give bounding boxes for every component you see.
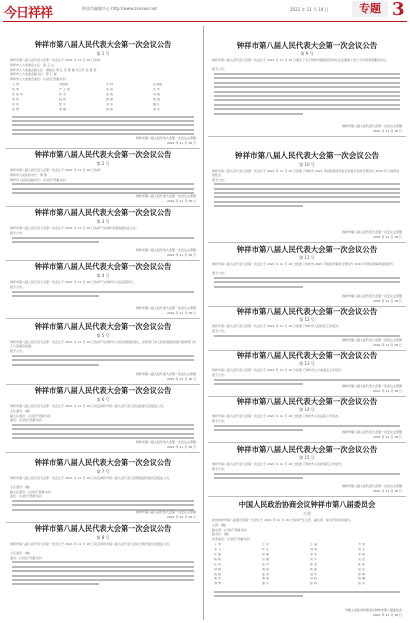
- member-name: 谢 芳: [262, 582, 269, 586]
- member-name: 程 琳: [358, 577, 365, 581]
- text-line: [214, 113, 303, 115]
- issuer-signature: 钟祥市第八届人民代表大会第一次会议主席团: [341, 484, 402, 488]
- member-name: 张 玲: [262, 562, 269, 566]
- member-name: 沈 洁: [358, 557, 365, 561]
- announcement-line: 委员：(以姓氏笔画为序): [10, 494, 43, 499]
- announcement-block: [208, 40, 406, 136]
- member-name: 雷 鸣: [310, 582, 317, 586]
- announcement-title: 钟祥市第八届人民代表大会第一次会议公告: [34, 458, 172, 467]
- announcement-intro: 钟祥市第八届人民代表大会第一次会议于 2021 年 11 月 18 日选举：: [10, 58, 103, 63]
- announcement-number: 第 13 号: [299, 361, 315, 367]
- text-line: [12, 364, 99, 366]
- text-line: [12, 355, 194, 357]
- text-line: [214, 205, 303, 207]
- header-rule: [3, 21, 407, 22]
- text-line: [214, 77, 400, 79]
- member-name: 王 勇: [12, 82, 19, 86]
- member-name: 汪明媛: [153, 82, 163, 86]
- block-divider: [208, 496, 406, 497]
- member-name: 刘 明: [310, 547, 317, 551]
- newspaper-logo: 今日祥祥: [4, 6, 53, 21]
- issue-date-line: 2021 年 11 月 18 日: [372, 613, 402, 617]
- text-line: [12, 500, 194, 502]
- announcement-intro: 钟祥市第八届人民代表大会第一次会议于 2021 年 11 月 18 日批准了钟祥市人民政府工作报告。: [212, 324, 341, 329]
- announcement-line: 现予公告。: [10, 231, 26, 236]
- announcement-line: 现予公告。: [212, 67, 228, 72]
- announcement-line: 副主席：(以姓氏笔画为序): [212, 527, 248, 532]
- member-name-list: [12, 83, 194, 112]
- announcement-intro: 钟祥市第八届人民代表大会第一次会议于 2021 年 11 月 18 日选举产生钟祥市监察委员会主任。: [10, 226, 139, 231]
- announcement-title: 钟祥市第八届人民代表大会第一次会议公告: [236, 41, 378, 50]
- announcement-intro: 钟祥市第八届人民代表大会第一次会议于 2021 年 11 月 18 日选举产生钟祥市人民检察院检察长，并报荆门市人民检察院检察长提请荆门市人大常委会批准。: [10, 340, 196, 349]
- issue-date-line: 2021 年 11 月 18 日: [166, 515, 196, 519]
- text-line: [12, 428, 194, 430]
- announcement-line: 副主任委员：(以姓氏笔画为序): [10, 489, 52, 494]
- announcement-number: 第 10 号: [299, 161, 315, 167]
- member-name: 魏 红: [153, 102, 160, 106]
- announcement-line: 主任委员：(略): [10, 485, 31, 490]
- announcement-number: 第 6 号: [96, 397, 110, 403]
- site-info: 钟祥市融媒中心 http://www.zxnews.net: [82, 6, 157, 11]
- text-line: [12, 133, 194, 135]
- block-divider: [208, 136, 406, 137]
- announcement-block: [208, 396, 406, 442]
- issuer-signature: 中国人民政治协商会议钟祥市第八届委员会: [344, 608, 402, 612]
- text-line: [12, 570, 194, 572]
- member-name: 王 丽: [310, 542, 317, 546]
- text-line: [12, 437, 194, 439]
- announcement-intro: 钟祥市第八届人民代表大会第一次会议于 2021 年 11 月 18 日批准了钟祥市人民法院工作报告。: [212, 414, 341, 419]
- announcement-block: [208, 500, 406, 620]
- text-line: [214, 335, 400, 337]
- block-divider: [6, 148, 200, 149]
- text-line: [12, 241, 99, 243]
- text-line: [12, 237, 194, 239]
- text-line: [214, 104, 400, 106]
- section-label: 专题: [352, 1, 388, 17]
- announcement-block: [208, 244, 406, 306]
- announcement-block: [6, 150, 200, 206]
- issuer-signature: 钟祥市第八届人民代表大会第一次会议主席团: [135, 194, 196, 198]
- member-name: 傅 勇: [214, 582, 221, 586]
- page-number: 3: [392, 0, 405, 20]
- member-name: 刘 芳: [358, 547, 365, 551]
- announcement-intro: 钟祥市第八届人民代表大会第一次会议于 2021 年 11 月 18 日决定钟祥市第八届人民代表大会财政经济委员会组成人员。: [10, 476, 172, 481]
- member-name: 周 斌: [262, 567, 269, 571]
- text-line: [12, 504, 194, 506]
- announcement-number: 第 4 号: [96, 273, 110, 279]
- announcement-title: 钟祥市第八届人民代表大会第一次会议公告: [234, 151, 380, 160]
- announcement-number: 第 15 号: [299, 455, 315, 461]
- announcement-line: 现予公告。: [212, 177, 228, 182]
- text-line: [214, 196, 400, 198]
- issuer-signature: 钟祥市第八届人民代表大会第一次会议主席团: [341, 430, 402, 434]
- text-line: [12, 433, 194, 435]
- issue-date: 2021 年 11 月 19 日: [290, 7, 329, 12]
- announcement-number: 第 7 号: [96, 469, 110, 475]
- announcement-title: 钟祥市第八届人民代表大会第一次会议公告: [34, 322, 172, 331]
- announcement-block: [6, 386, 200, 452]
- text-line: [12, 575, 194, 577]
- member-name: 何 平: [310, 557, 317, 561]
- announcement-number: 公告: [303, 511, 311, 517]
- issuer-signature: 钟祥市第八届人民代表大会第一次会议主席团: [341, 294, 402, 298]
- announcement-title: 钟祥市第八届人民代表大会第一次会议公告: [34, 40, 172, 49]
- member-name: 彭 莉: [12, 102, 19, 106]
- text-line: [12, 116, 194, 118]
- block-divider: [6, 384, 200, 385]
- text-line: [214, 425, 400, 427]
- announcement-line: 钟祥市人大常委会副主任：唐淑杰 周 红 亮 陈 刚 朱汉芳 张 德 民: [10, 67, 97, 72]
- member-name: 熊 勇: [12, 107, 19, 111]
- issuer-signature: 钟祥市第八届人民代表大会第一次会议主席团: [135, 510, 196, 514]
- announcement-line: 现予公告。: [10, 285, 26, 290]
- text-line: [214, 192, 400, 194]
- announcement-line: 委员：(以姓氏笔画为序): [10, 418, 43, 423]
- member-name: 周 静: [59, 107, 66, 111]
- text-line: [214, 86, 400, 88]
- text-line: [12, 566, 194, 568]
- announcement-block: [208, 150, 406, 242]
- member-name: 徐 敏: [358, 572, 365, 576]
- announcement-line: 钟祥市人大常委会委员：(以姓氏笔画为序): [10, 77, 67, 81]
- announcement-line: 现予公告。: [10, 349, 26, 354]
- member-name: 严 玉 强: [59, 87, 70, 91]
- announcement-line: 现予公告。: [212, 373, 228, 378]
- announcement-title: 钟祥市第八届人民代表大会第一次会议公告: [236, 351, 378, 360]
- text-line: [214, 379, 400, 381]
- announcement-intro: 钟祥市第八届人民代表大会第一次会议于 2021 年 11 月 18 日选举：: [10, 168, 103, 173]
- text-line: [214, 277, 400, 279]
- announcement-line: 现予公告。: [212, 329, 228, 334]
- issue-date-line: 2021 年 11 月 18 日: [372, 389, 402, 393]
- block-divider: [6, 452, 200, 453]
- text-line: [12, 129, 194, 131]
- announcement-line: 主席：(略): [212, 523, 227, 528]
- member-name: 程 翔: [106, 107, 113, 111]
- text-line: [12, 561, 194, 563]
- text-line: [214, 108, 400, 110]
- member-name: 李 华: [310, 552, 317, 556]
- text-line: [12, 124, 194, 126]
- member-name: 张 伟: [214, 562, 221, 566]
- member-name: 陈 浩: [310, 562, 317, 566]
- block-divider: [6, 206, 200, 207]
- announcement-line: 现予公告。: [212, 271, 228, 276]
- issuer-signature: 钟祥市第八届人民代表大会第一次会议主席团: [135, 306, 196, 310]
- issue-date-line: 2021 年 11 月 18 日: [372, 235, 402, 239]
- announcement-title: 钟祥市第八届人民代表大会第一次会议公告: [34, 524, 172, 533]
- issue-date-line: 2021 年 11 月 18 日: [372, 489, 402, 493]
- announcement-number: 第 5 号: [96, 333, 110, 339]
- issuer-signature: 钟祥市第八届人民代表大会第一次会议主席团: [341, 124, 402, 128]
- member-name: 李 敏: [358, 552, 365, 556]
- text-line: [214, 99, 400, 101]
- announcement-block: [208, 306, 406, 350]
- issuer-signature: 钟祥市第八届人民代表大会第一次会议主席团: [135, 372, 196, 376]
- member-name: 赵 新: [59, 97, 66, 101]
- member-name: 张 华: [153, 87, 160, 91]
- member-name: 郑 霞: [310, 567, 317, 571]
- column-divider: [203, 26, 204, 620]
- text-line: [214, 591, 400, 593]
- announcement-intro: 钟祥市第八届人民代表大会第一次会议于 2021 年 11 月 18 日批准了钟祥市人大常委会工作报告。: [212, 368, 344, 373]
- announcement-line: 主任委员：(略): [10, 551, 31, 556]
- announcement-line: 钟祥市人民政府市长：钟 锋: [10, 173, 47, 178]
- member-name: 曹 丽: [262, 577, 269, 581]
- announcement-title: 钟祥市第八届人民代表大会第一次会议公告: [34, 386, 172, 395]
- announcement-title: 钟祥市第八届人民代表大会第一次会议公告: [236, 445, 378, 454]
- member-name: 易 娟: [153, 92, 160, 96]
- issuer-signature: 钟祥市第八届人民代表大会第一次会议主席团: [135, 248, 196, 252]
- announcement-block: [6, 524, 200, 620]
- member-name: 赵 亮: [358, 567, 365, 571]
- member-name: 谭 芳: [153, 107, 160, 111]
- member-name: 许 辉: [106, 82, 113, 86]
- text-line: [214, 188, 400, 190]
- member-name: 黄 杰: [214, 577, 221, 581]
- announcement-block: [208, 350, 406, 396]
- member-name: 李 锋: [106, 87, 113, 91]
- text-line: [214, 286, 303, 288]
- text-line: [214, 73, 400, 75]
- announcement-title: 钟祥市第八届人民代表大会第一次会议公告: [236, 307, 378, 316]
- announcement-title: 钟祥市第八届人民代表大会第一次会议公告: [34, 208, 172, 217]
- announcement-line: 钟祥市人民政府副市长：(以姓氏笔画为序): [10, 177, 67, 182]
- member-name: 曾 平: [59, 102, 66, 106]
- member-name: 陈 燕: [358, 562, 365, 566]
- text-line: [12, 424, 194, 426]
- member-name: 吴 刚: [262, 557, 269, 561]
- member-name: 聂 军: [310, 572, 317, 576]
- issue-date-line: 2021 年 11 月 18 日: [166, 141, 196, 145]
- announcement-intro: 钟祥市第八届人民代表大会第一次会议于 2021 年 11 月 18 日决定钟祥市第八届人民代表大会社会建设委员会组成人员。: [10, 542, 172, 547]
- announcement-number: 第 2 号: [96, 161, 110, 167]
- announcement-block: [6, 40, 200, 148]
- member-name: 彭 辉: [310, 577, 317, 581]
- masthead: [0, 0, 410, 20]
- member-name: 杜 明: [12, 87, 19, 91]
- member-name: 刘德健: [59, 82, 69, 86]
- announcement-number: 第 8 号: [96, 535, 110, 541]
- member-name: 林 峰: [214, 567, 221, 571]
- block-divider: [6, 260, 200, 261]
- issue-date-line: 2021 年 11 月 18 日: [166, 253, 196, 257]
- member-name: 黄 波: [153, 97, 160, 101]
- text-line: [214, 473, 400, 475]
- announcement-intro: 钟祥市第八届人民代表大会第一次会议于 2021 年 11 月 18 日决定钟祥市第八届人民代表大会法制委员会组成人员。: [10, 404, 166, 409]
- member-name: 叶 红: [262, 547, 269, 551]
- member-name: 胡 伟: [12, 97, 19, 101]
- announcement-block: [6, 208, 200, 260]
- announcement-line: 钟祥市人大常委会主任：胡 云 山: [10, 63, 54, 68]
- issue-date-line: 2021 年 11 月 18 日: [372, 435, 402, 439]
- issue-date-line: 2021 年 11 月 18 日: [372, 299, 402, 303]
- member-name: 蔡 军: [106, 102, 113, 106]
- announcement-line: 委员：(以姓氏笔画为序): [10, 555, 43, 560]
- announcement-intro: 钟祥市第八届人民代表大会第一次会议于 2021 年 11 月 18 日批准了钟祥市人民检察院工作报告。: [212, 462, 344, 467]
- member-name: 邵 雷: [106, 92, 113, 96]
- text-line: [12, 291, 194, 293]
- announcement-intro: 政协钟祥市第八届委员会第一次会议于 2021 年 11 月 18 日选举产生主席、副主席、秘书长和常务委员。: [212, 518, 353, 523]
- announcement-line: 常务委员：(以姓氏笔画为序): [212, 537, 251, 541]
- member-name: 张 爱 军: [12, 92, 23, 96]
- issue-date-line: 2021 年 11 月 18 日: [166, 311, 196, 315]
- issue-date-line: 2021 年 11 月 18 日: [372, 129, 402, 133]
- block-divider: [208, 442, 406, 443]
- announcement-title: 中国人民政治协商会议钟祥市第八届委员会: [238, 500, 376, 509]
- member-name: 熊 英: [358, 582, 365, 586]
- text-line: [214, 477, 303, 479]
- issue-date-line: 2021 年 11 月 18 日: [166, 445, 196, 449]
- announcement-block: [6, 322, 200, 384]
- announcement-block: [6, 262, 200, 318]
- text-line: [12, 188, 194, 190]
- member-name: 丁 伟: [214, 542, 221, 546]
- announcement-number: 第 11 号: [299, 255, 315, 261]
- announcement-line: 副主任委员：(以姓氏笔画为序): [10, 413, 52, 418]
- text-line: [214, 595, 303, 597]
- block-divider: [208, 242, 406, 243]
- text-line: [214, 429, 303, 431]
- block-divider: [6, 522, 200, 523]
- announcement-title: 钟祥市第八届人民代表大会第一次会议公告: [34, 262, 172, 271]
- member-name: 许 强: [214, 552, 221, 556]
- block-divider: [6, 318, 200, 319]
- member-name: 唐 敏: [106, 97, 113, 101]
- text-line: [214, 183, 400, 185]
- member-name: 姜 涛: [262, 572, 269, 576]
- announcement-title: 钟祥市第八届人民代表大会第一次会议公告: [236, 245, 378, 254]
- issuer-signature: 钟祥市第八届人民代表大会第一次会议主席团: [341, 338, 402, 342]
- member-name: 陈 杰: [59, 92, 66, 96]
- member-name: 孙 静: [262, 552, 269, 556]
- announcement-intro: 钟祥市第八届人民代表大会第一次会议于 2021 年 11 月 18 日批准了钟祥市 2021 年财政预算执行情况与 2022 年财政预算草案的报告。: [212, 262, 397, 267]
- announcement-intro: 钟祥市第八届人民代表大会第一次会议于 2021 年 11 月 18 日选举产生钟祥市人民法院院长。: [10, 280, 136, 285]
- announcement-block: [208, 444, 406, 496]
- text-line: [12, 295, 99, 297]
- issue-date-line: 2021 年 11 月 18 日: [166, 377, 196, 381]
- announcement-line: 现予公告。: [212, 419, 228, 424]
- announcement-number: 第 14 号: [299, 407, 315, 413]
- issuer-signature: 钟祥市第八届人民代表大会第一次会议主席团: [341, 230, 402, 234]
- announcement-line: 钟祥市人大常委会秘书长：陈 仁 彬: [10, 72, 57, 77]
- issuer-signature: 钟祥市第八届人民代表大会第一次会议主席团: [341, 384, 402, 388]
- announcement-title: 钟祥市第八届人民代表大会第一次会议公告: [34, 150, 172, 159]
- announcement-number: 第 1 号: [96, 51, 110, 57]
- text-line: [214, 95, 400, 97]
- text-line: [12, 579, 194, 581]
- text-line: [214, 201, 400, 203]
- announcement-block: [6, 458, 200, 522]
- member-name: 王 军: [262, 542, 269, 546]
- announcement-intro: 钟祥市第八届人民代表大会第一次会议于 2021 年 11 月 18 日批准了钟祥市 2021 年国民经济和社会发展计划执行情况与 2022 年计划草案的报告。: [212, 168, 400, 177]
- text-line: [12, 120, 194, 122]
- announcement-number: 第 9 号: [300, 51, 314, 57]
- issuer-signature: 钟祥市第八届人民代表大会第一次会议主席团: [135, 136, 196, 140]
- member-name-list: [214, 543, 400, 586]
- text-line: [12, 183, 194, 185]
- member-name: 胡 颖: [214, 572, 221, 576]
- member-name: 方 涛: [358, 542, 365, 546]
- text-line: [214, 82, 400, 84]
- announcement-number: 第 3 号: [96, 219, 110, 225]
- announcement-number: 第 12 号: [299, 317, 315, 323]
- text-line: [12, 583, 99, 585]
- member-name: 龙 飞: [214, 547, 221, 551]
- member-name: 杨 帆: [214, 557, 221, 561]
- text-line: [12, 359, 194, 361]
- text-line: [214, 281, 400, 283]
- announcement-line: 主任委员：(略): [10, 409, 31, 414]
- announcement-intro: 钟祥市第八届人民代表大会第一次会议于 2021 年 11 月 18 日通过了关于钟祥市国民经济和社会发展第十四个五年规划纲要的决议。: [212, 58, 389, 63]
- announcement-line: 现予公告。: [212, 467, 228, 472]
- issue-date-line: 2021 年 11 月 18 日: [166, 199, 196, 203]
- issuer-signature: 钟祥市第八届人民代表大会第一次会议主席团: [135, 440, 196, 444]
- issue-date-line: 2021 年 11 月 18 日: [372, 343, 402, 347]
- text-line: [214, 383, 303, 385]
- text-line: [214, 91, 400, 93]
- announcement-title: 钟祥市第八届人民代表大会第一次会议公告: [236, 397, 378, 406]
- announcement-line: 秘书长：(略): [212, 532, 230, 537]
